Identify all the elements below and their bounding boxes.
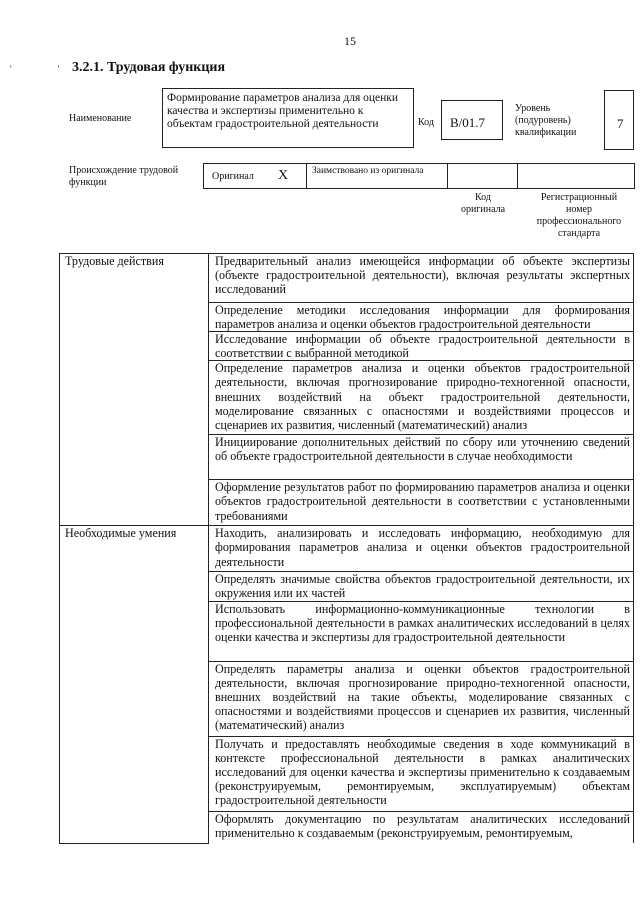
name-label: Наименование: [69, 113, 132, 124]
code-original-label: Код оригинала: [460, 192, 506, 215]
skill-item: Оформлять документацию по результатам аналитических исследований применительно к создаваемым (реконструируемым, ремонтируемым,: [209, 811, 634, 843]
qualification-level-label: Уровень (подуровень) квалификации: [515, 103, 577, 138]
origin-divider-1: [306, 163, 307, 189]
registration-number-label: Регистрационный номер профессионального стандарта: [536, 192, 622, 239]
level-value: 7: [617, 116, 624, 131]
labor-action-item: Инициирование дополнительных действий по сбору или уточнению сведений об объекте градостроительной деятельности в случае необходимости: [209, 435, 634, 480]
labor-actions-label: Трудовые действия: [60, 254, 209, 526]
function-name-value: Формирование параметров анализа для оценки качества и экспертизы применительно к объектам градостроительной деятельности: [167, 92, 399, 130]
function-details-table: [59, 253, 634, 844]
table-row: [60, 526, 634, 572]
original-label: Оригинал: [212, 171, 254, 182]
code-value: B/01.7: [450, 115, 486, 130]
labor-action-item: Определение параметров анализа и оценки объектов градостроительной деятельности, включая прогнозирование природно-техногенной опасности, внешних воздействий на объект градостроительной деятельности, моделирование связанных с опасностями и воздействиями процессов и сценариев их развития, численный (математический) анализ: [209, 361, 634, 435]
level-box: [604, 90, 634, 150]
labor-action-item: Предварительный анализ имеющейся информации об объекте экспертизы (объекте градостроительной деятельности), включая результаты экспертных исследований: [209, 254, 634, 303]
labor-action-item: Оформление результатов работ по формированию параметров анализа и оценки объектов градостроительной деятельности в соответствии с установленными требованиями: [209, 480, 634, 526]
skill-item: Определять значимые свойства объектов градостроительной деятельности, их окружения или их частей: [209, 572, 634, 601]
code-box: [441, 100, 503, 140]
page-number: 15: [344, 34, 356, 48]
table-row: [60, 254, 634, 303]
required-skills-label: Необходимые умения: [60, 526, 209, 843]
skill-item: Получать и предоставлять необходимые сведения в ходе коммуникаций в контексте профессиональной деятельности в рамках аналитических исследований для оценки качества и экспертизы применительно к создаваемым (реконструируемым, ремонтируемым, эксплуатируемым) объектам градостроительной деятельности: [209, 736, 634, 811]
origin-divider-2: [447, 163, 448, 189]
skill-item: Определять параметры анализа и оценки объектов градостроительной деятельности, включая прогнозирование природно-техногенной опасности, внешних воздействий на такие объекты, моделирование связанных с опасностями и воздействиями процессов и сценариев их развития, численный (математический) анализ: [209, 661, 634, 736]
function-name-box: [162, 88, 414, 148]
labor-action-item: Определение методики исследования информации для формирования параметров анализа и оценки объектов градостроительной деятельности: [209, 303, 634, 332]
borrowed-label: Заимствовано из оригинала: [312, 166, 424, 176]
original-mark: X: [278, 168, 289, 183]
margin-marks: ' ': [10, 64, 82, 74]
origin-label: Происхождение трудовой функции: [69, 165, 179, 188]
labor-action-item: Исследование информации об объекте градостроительной деятельности в соответствии с выбранной методикой: [209, 332, 634, 361]
origin-divider-3: [517, 163, 518, 189]
skill-item: Использовать информационно-коммуникационные технологии в профессиональной деятельности в рамках аналитических исследований в целях оценки качества и экспертизы для градостроительной деятельности: [209, 601, 634, 661]
skill-item: Находить, анализировать и исследовать информацию, необходимую для формирования параметров анализа и оценки объектов градостроительной деятельности: [209, 526, 634, 572]
code-label: Код: [418, 117, 434, 128]
section-heading: 3.2.1. Трудовая функция: [72, 60, 226, 75]
